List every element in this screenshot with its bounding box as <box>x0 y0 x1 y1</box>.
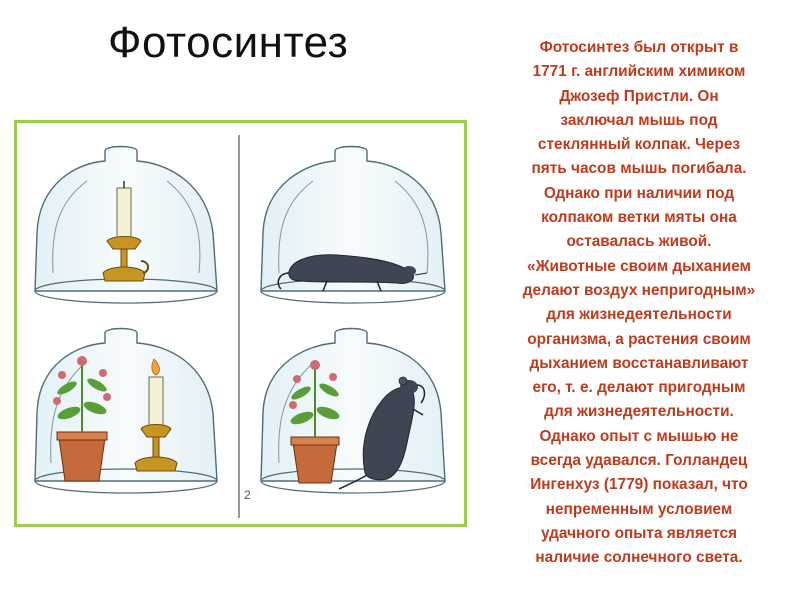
mouse-under-bell-jar <box>261 147 445 304</box>
text-line: для жизнедеятельности. <box>544 403 734 421</box>
text-line: колпаком ветки мяты она <box>541 209 737 227</box>
figure-number: 2 <box>244 488 251 502</box>
experiment-figure <box>14 120 467 527</box>
text-line: дыханием восстанавливают <box>529 354 749 372</box>
plant-and-candle-under-bell-jar <box>35 329 217 494</box>
text-line: Однако опыт с мышью не <box>539 427 739 445</box>
text-line: пять часов мышь погибала. <box>531 160 747 178</box>
text-line: всегда удавался. Голландец <box>530 452 748 470</box>
text-line: Однако при наличии под <box>543 184 735 202</box>
candle-under-bell-jar <box>35 147 217 304</box>
text-line: 1771 г. английским химиком <box>532 63 746 81</box>
text-line: оставалась живой. <box>566 233 712 251</box>
text-line: «Животные своим дыханием <box>527 257 751 275</box>
text-line: для жизнедеятельности <box>546 306 732 324</box>
text-line: его, т. е. делают пригодным <box>532 379 746 397</box>
text-line: организма, а растения своим <box>527 330 751 348</box>
text-line: удачного опыта является <box>540 524 738 542</box>
text-line: заключал мышь под <box>560 111 718 129</box>
description-text <box>486 36 792 571</box>
text-line: Джозеф Пристли. Он <box>559 87 719 105</box>
text-line: делают воздух непригодным» <box>522 281 756 299</box>
text-line: наличие солнечного света. <box>535 549 743 567</box>
text-line: непременным условием <box>545 500 733 518</box>
text-line: Ингенхуз (1779) показал, что <box>530 476 748 494</box>
text-line: стеклянный колпак. Через <box>537 136 741 154</box>
experiment-illustration <box>17 123 464 524</box>
plant-and-mouse-under-bell-jar <box>261 329 445 494</box>
page-title: Фотосинтез <box>108 18 349 67</box>
bell-jar-icon <box>261 329 445 494</box>
text-line: Фотосинтез был открыт в <box>539 39 739 56</box>
